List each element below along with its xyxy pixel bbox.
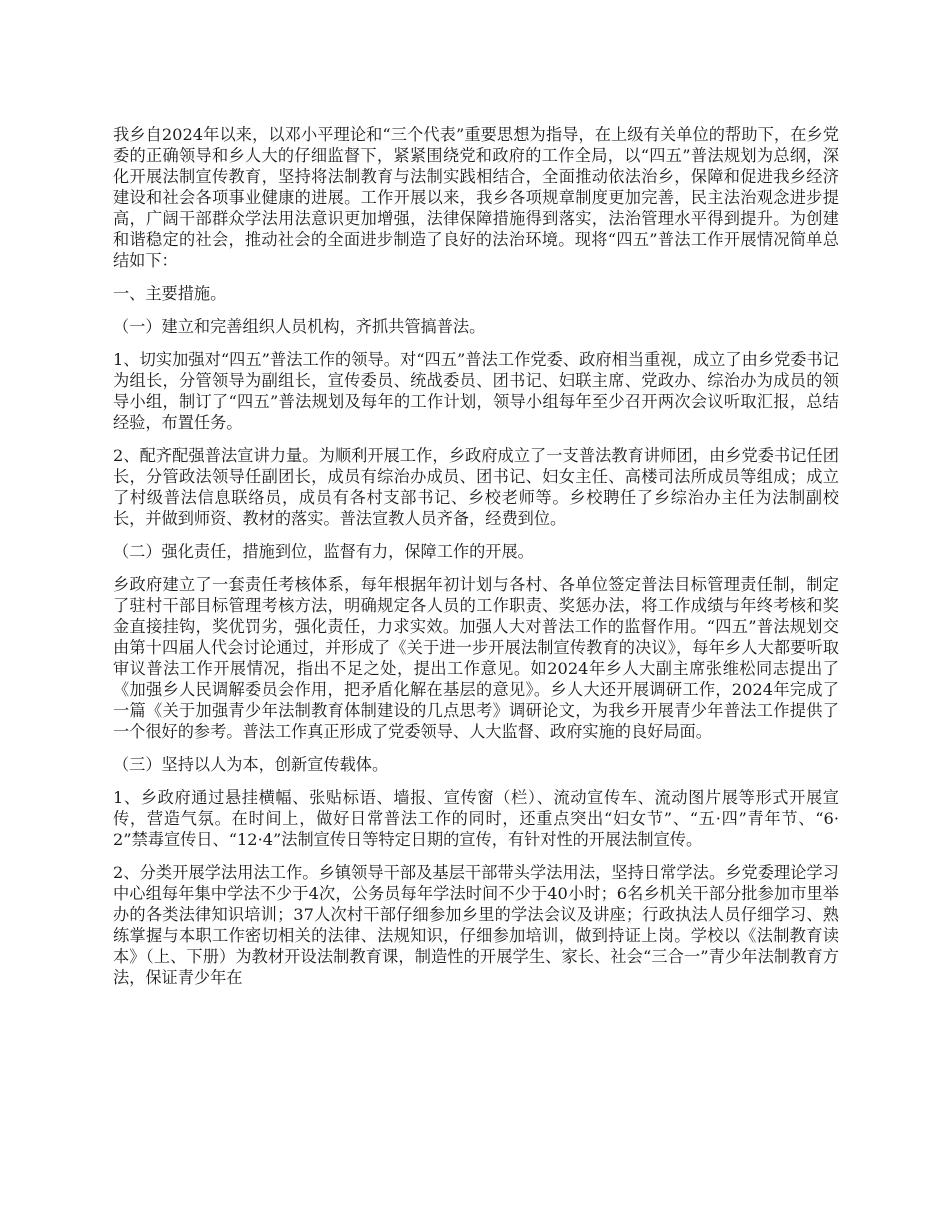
intro-paragraph: 我乡自2024年以来，以邓小平理论和“三个代表”重要思想为指导，在上级有关单位的帮助下，在乡党委的正确领导和乡人大的仔细监督下，紧紧围绕党和政府的工作全局，以“四五”普法规划为总纲，深化开展法制宣传教育，坚持将法制教育与法制实践相结合，全面推动依法治乡，保障和促进我乡经济建设和社会各项事业健康的进展。工作开展以来，我乡各项规章制度更加完善，民主法治观念进步提高，广阔干部群众学法用法意识更加增强，法律保障措施得到落实，法治管理水平得到提升。为创建和谐稳定的社会，推动社会的全面进步制造了良好的法治环境。现将“四五”普法工作开展情况简单总结如下：: [113, 125, 839, 270]
paragraph-publicity: 1、乡政府通过悬挂横幅、张贴标语、墙报、宣传窗（栏）、流动宣传车、流动图片展等形式开展宣传，营造气氛。在时间上，做好日常普法工作的同时，还重点突出“妇女节”、“五·四”青年节、“6·2”禁毒宣传日、“12·4”法制宣传日等特定日期的宣传，有针对性的开展法制宣传。: [113, 788, 839, 849]
subsection-heading-responsibility: （二）强化责任，措施到位，监督有力，保障工作的开展。: [113, 542, 534, 561]
paragraph-lecture-force: 2、配齐配强普法宣讲力量。为顺利开展工作，乡政府成立了一支普法教育讲师团，由乡党委书记任团长，分管政法领导任副团长，成员有综治办成员、团书记、妇女主任、高楼司法所成员等组成；成立了村级普法信息联络员，成员有各村支部书记、乡校老师等。乡校聘任了乡综治办主任为法制副校长，并做到师资、教材的落实。普法宣教人员齐备，经费到位。: [113, 446, 839, 528]
paragraph-assessment-system: 乡政府建立了一套责任考核体系，每年根据年初计划与各村、各单位签定普法目标管理责任制，制定了驻村干部目标管理考核方法，明确规定各人员的工作职责、奖惩办法，将工作成绩与年终考核和奖金直接挂钩，奖优罚劣，强化责任，力求实效。加强人大对普法工作的监督作用。“四五”普法规划交由第十四届人代会讨论通过，并形成了《关于进一步开展法制宣传教育的决议》，每年乡人大都要听取审议普法工作开展情况，指出不足之处，提出工作意见。如2024年乡人大副主席张维松同志提出了《加强乡人民调解委员会作用，把矛盾化解在基层的意见》。乡人大还开展调研工作，2024年完成了一篇《关于加强青少年法制教育体制建设的几点思考》调研论文，为我乡开展青少年普法工作提供了一个很好的参考。普法工作真正形成了党委领导、人大监督、政府实施的良好局面。: [113, 575, 839, 741]
document-body: [113, 124, 839, 1000]
paragraph-leadership: 1、切实加强对“四五”普法工作的领导。对“四五”普法工作党委、政府相当重视，成立了由乡党委书记为组长，分管领导为副组长，宣传委员、统战委员、团书记、妇联主席、党政办、综治办为成员的领导小组，制订了“四五”普法规划及每年的工作计划，领导小组每年至少召开两次会议听取汇报，总结经验，布置任务。: [113, 350, 839, 432]
subsection-heading-innovation: （三）坚持以人为本，创新宣传载体。: [113, 755, 389, 774]
paragraph-study-law: 2、分类开展学法用法工作。乡镇领导干部及基层干部带头学法用法，坚持日常学法。乡党委理论学习中心组每年集中学法不少于4次，公务员每年学法时间不少于40小时；6名乡机关干部分批参加市里举办的各类法律知识培训；37人次村干部仔细参加乡里的学法会议及讲座；行政执法人员仔细学习、熟练掌握与本职工作密切相关的法律、法规知识，仔细参加培训，做到持证上岗。学校以《法制教育读本》（上、下册）为教材开设法制教育课，制造性的开展学生、家长、社会“三合一”青少年法制教育方法，保证青少年在: [113, 863, 839, 987]
subsection-heading-organization: （一）建立和完善组织人员机构，齐抓共管搞普法。: [113, 317, 486, 336]
section-heading-main-measures: 一、主要措施。: [113, 284, 227, 303]
